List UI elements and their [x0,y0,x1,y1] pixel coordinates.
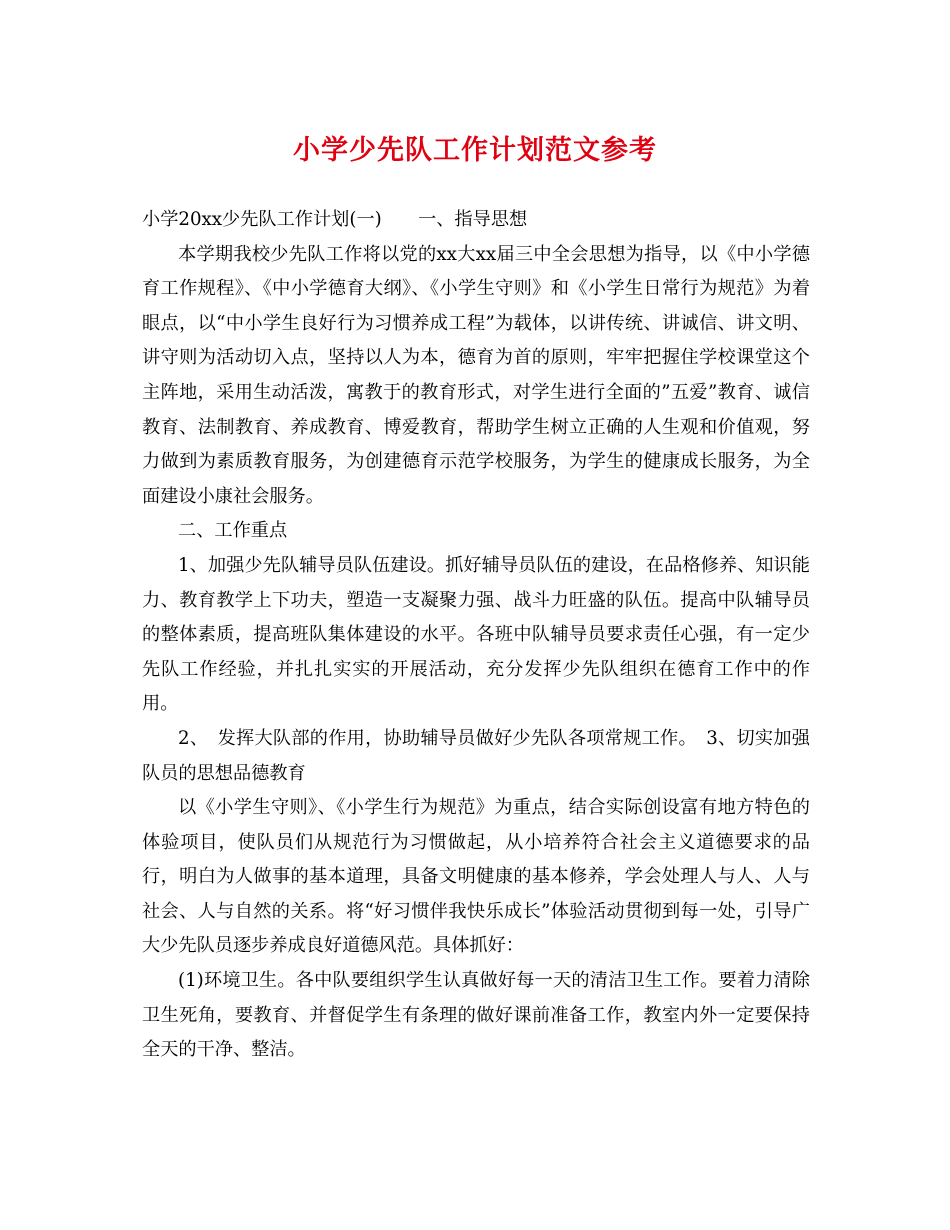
paragraph-heading-intro: 小学20xx少先队工作计划(一) 一、指导思想 [142,209,528,230]
paragraph-item-2-3: 2、 发挥大队部的作用，协助辅导员做好少先队各项常规工作。 3、切实加强队员的思想品德教育 [142,727,810,784]
paragraph-moral-education: 以《小学生守则》、《小学生行为规范》为重点，结合实际创设富有地方特色的体验项目，使队员们从规范行为习惯做起，从小培养符合社会主义道德要求的品行，明白为人做事的基本道理，具备文明健康的基本修养，学会处理人与人、人与社会、人与自然的关系。将“好习惯伴我快乐成长”体验活动贯彻到每一处，引导广大少先队员逐步养成良好道德风范。具体抓好： [142,797,810,957]
document-title: 小学少先队工作计划范文参考 [293,135,657,166]
paragraph-guiding-thought: 本学期我校少先队工作将以党的xx大xx届三中全会思想为指导，以《中小学德育工作规程》、《中小学德育大纲》、《小学生守则》和《小学生日常行为规范》为着眼点，以“中小学生良好行为习惯养成工程”为载体，以讲传统、讲诚信、讲文明、讲守则为活动切入点，坚持以人为本，德育为首的原则，牢牢把握住学校课堂这个主阵地，采用生动活泼，寓教于的教育形式，对学生进行全面的”五爱”教育、诚信教育、法制教育、养成教育、博爱教育，帮助学生树立正确的人生观和价值观，努力做到为素质教育服务，为创建德育示范学校服务，为学生的健康成长服务，为全面建设小康社会服务。 [142,243,810,507]
paragraph-item-1: 1、加强少先队辅导员队伍建设。抓好辅导员队伍的建设，在品格修养、知识能力、教育教学上下功夫，塑造一支凝聚力强、战斗力旺盛的队伍。提高中队辅导员的整体素质，提高班队集体建设的水平。各班中队辅导员要求责任心强，有一定少先队工作经验，并扎扎实实的开展活动，充分发挥少先队组织在德育工作中的作用。 [142,554,810,715]
section-heading-work-focus: 二、工作重点 [178,520,288,542]
document-body [142,203,810,1068]
paragraph-environment-hygiene: (1)环境卫生。各中队要组织学生认真做好每一天的清洁卫生工作。要着力清除卫生死角，要教育、并督促学生有条理的做好课前准备工作，教室内外一定要保持全天的干净、整洁。 [142,970,810,1061]
